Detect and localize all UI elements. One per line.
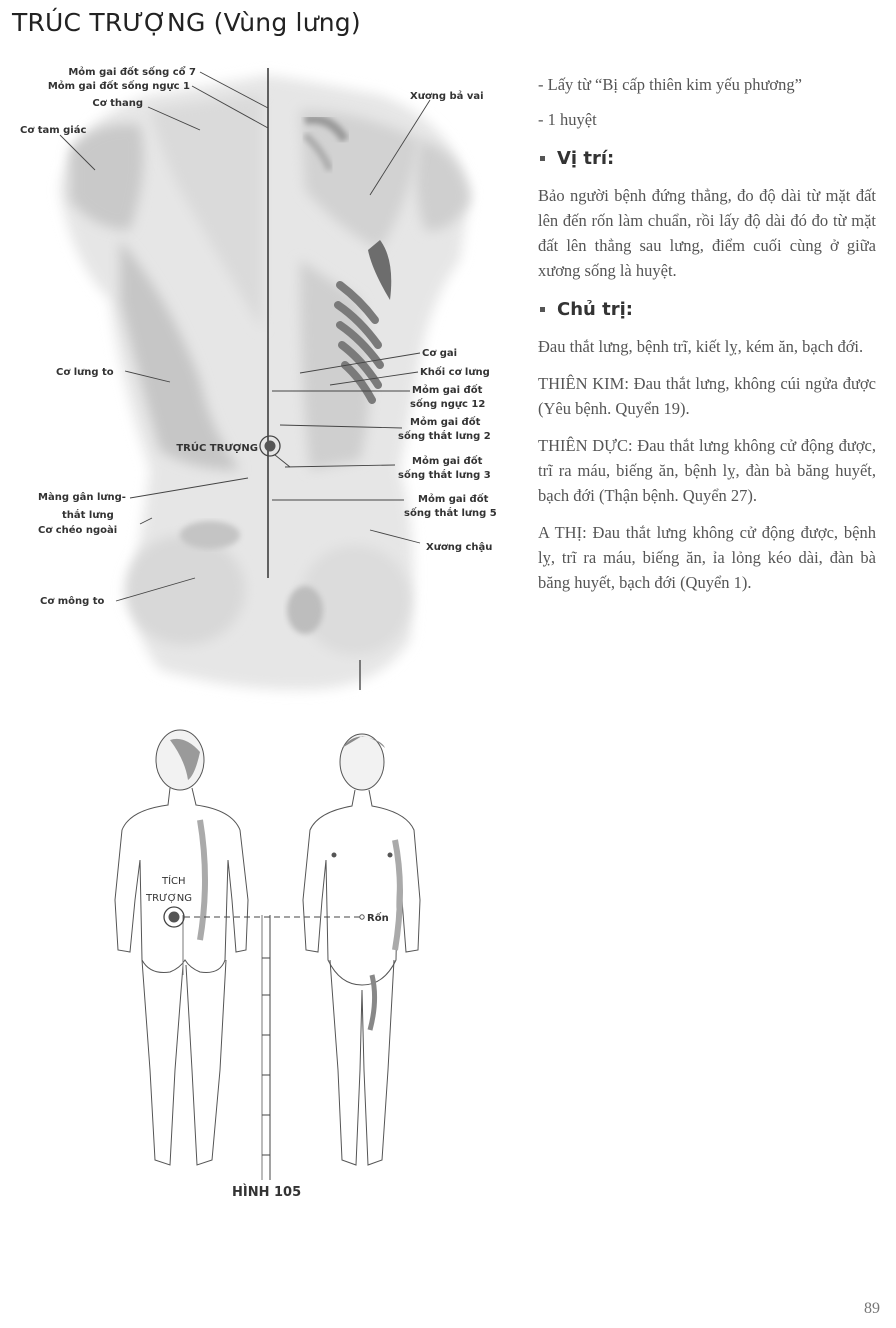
thien-duc-paragraph: THIÊN DỰC: Đau thắt lưng không cử động được, trĩ ra máu, biếng ăn, bệnh lỵ, đàn bà băng huyết, bạch đới (Thận bệnh. Quyển 27). (538, 436, 876, 505)
label-mom-gai-tl3-line1: Mỏm gai đốt (412, 456, 483, 467)
label-mom-gai-nguc12-line1: Mỏm gai đốt (412, 385, 483, 396)
label-mom-gai-tl2-line1: Mỏm gai đốt (410, 417, 481, 428)
bullet-square-icon (540, 156, 545, 161)
point-count: - 1 huyệt (538, 110, 597, 129)
label-mom-gai-co7: Mỏm gai đốt sống cổ 7 (68, 67, 196, 78)
label-mom-gai-nguc1: Mỏm gai đốt sống ngực 1 (47, 81, 190, 92)
label-mom-gai-tl5-line2: sống thắt lưng 5 (404, 508, 497, 519)
label-mom-gai-tl5-line1: Mỏm gai đốt (418, 494, 489, 505)
text-column (538, 72, 876, 607)
thien-kim-paragraph: THIÊN KIM: Đau thắt lưng, không cúi ngửa được (Yêu bệnh. Quyển 19). (538, 374, 876, 418)
vi-tri-text: Bảo người bệnh đứng thẳng, đo độ dài từ mặt đất lên đến rốn làm chuẩn, rồi lấy độ dài đó đo từ mặt đất lên thẳng sau lưng, điểm cuối cùng ở giữa xương sống là huyệt. (538, 186, 876, 280)
bullet-square-icon (540, 307, 545, 312)
label-mang-gan-line1: Màng gân lưng- (38, 492, 126, 503)
label-mom-gai-tl3-line2: sống thắt lưng 3 (398, 470, 491, 481)
label-tich-truong-line1: TÍCH (162, 876, 186, 887)
label-khoi-co-lung: Khối cơ lưng (420, 367, 490, 378)
label-ron: Rốn (367, 913, 389, 924)
chu-tri-heading-text: Chủ trị: (557, 299, 633, 320)
label-co-thang: Cơ thang (92, 98, 143, 109)
chu-tri-heading (538, 297, 876, 322)
back-anatomy-drawing (60, 68, 470, 690)
chu-tri-text: Đau thắt lưng, bệnh trĩ, kiết lỵ, kém ăn, bạch đới. (538, 337, 864, 356)
label-mang-gan-line2: thắt lưng (62, 510, 114, 521)
label-xuong-chau: Xương chậu (426, 542, 493, 553)
label-co-tam-giac: Cơ tam giác (20, 125, 87, 136)
source-note: - Lấy từ “Bị cấp thiên kim yếu phương” (538, 75, 802, 94)
label-mom-gai-tl2-line2: sống thắt lưng 2 (398, 431, 491, 442)
label-tich-truong-line2: TRƯỢNG (146, 893, 192, 904)
vi-tri-heading (538, 146, 876, 171)
vi-tri-heading-text: Vị trí: (557, 148, 615, 169)
a-thi-paragraph: A THỊ: Đau thắt lưng không cử động được, bệnh lỵ, trĩ ra máu, biếng ăn, ỉa lỏng kéo dài, đàn bà băng huyết, bạch đới (Quyển 1). (538, 523, 876, 592)
label-co-gai: Cơ gai (422, 348, 458, 359)
tich-truong-acupoint (164, 907, 184, 927)
label-mom-gai-nguc12-line2: sống ngực 12 (410, 399, 486, 410)
label-xuong-ba-vai: Xương bả vai (410, 91, 484, 102)
label-co-mong-to: Cơ mông to (40, 596, 105, 607)
label-co-cheo-ngoai: Cơ chéo ngoài (38, 525, 118, 536)
label-truc-truong: TRÚC TRƯỢNG (176, 443, 258, 454)
page-number: 89 (864, 1300, 880, 1317)
standing-figures-drawing (115, 730, 420, 1180)
figure-caption: HÌNH 105 (232, 1185, 302, 1200)
page-title: TRÚC TRƯỢNG (Vùng lưng) (12, 8, 361, 37)
label-co-lung-to: Cơ lưng to (56, 367, 114, 378)
